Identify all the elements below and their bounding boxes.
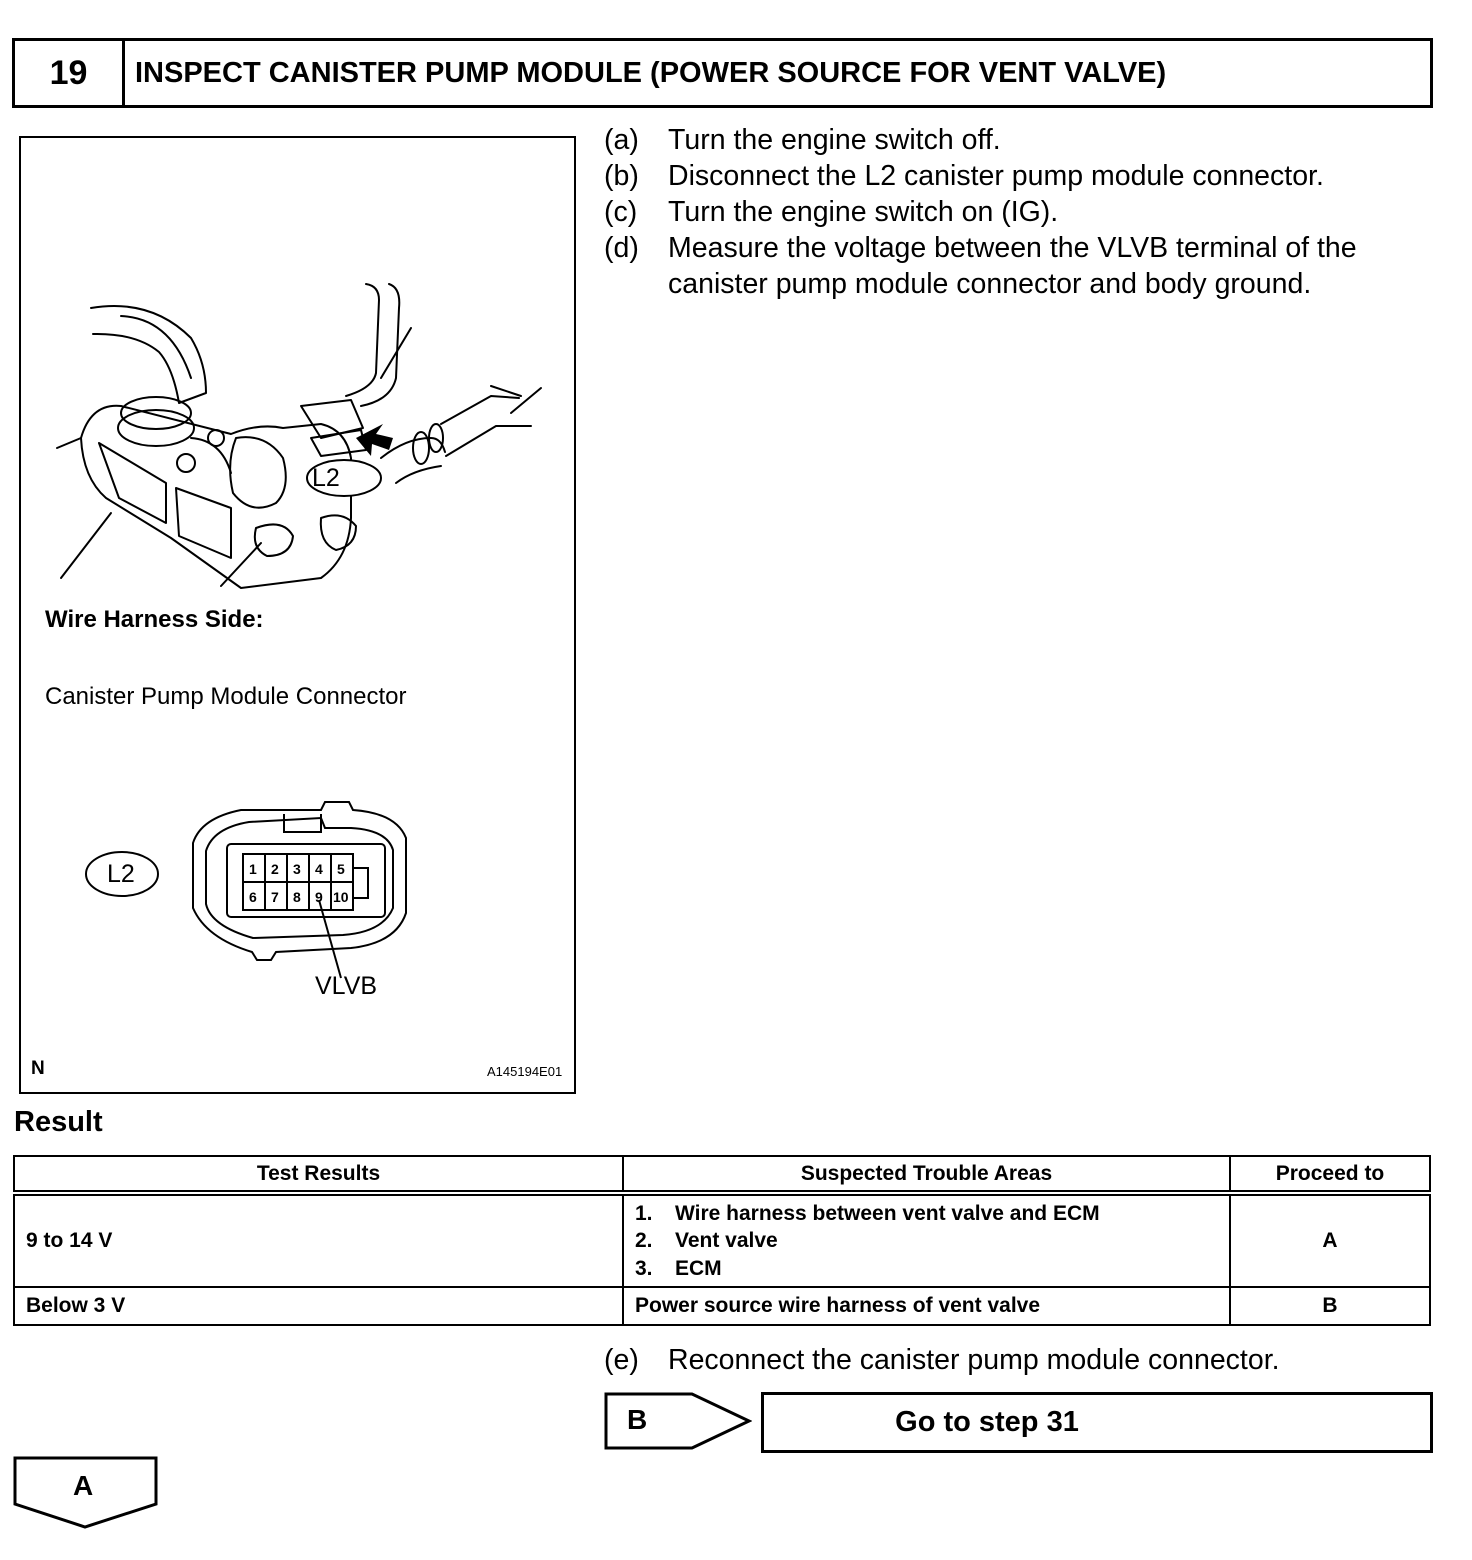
step-text: Disconnect the L2 canister pump module connector. <box>668 160 1324 192</box>
branch-a-button[interactable] <box>13 1456 159 1535</box>
column-header: Test Results <box>14 1156 623 1193</box>
step-title: INSPECT CANISTER PUMP MODULE (POWER SOURCE FOR VENT VALVE) <box>135 56 1167 89</box>
terminal-leader-line <box>319 900 341 978</box>
procedure-step-e <box>604 1342 1434 1378</box>
step-text: Turn the engine switch off. <box>668 124 1001 156</box>
column-header: Suspected Trouble Areas <box>623 1156 1230 1193</box>
step-label: (b) <box>604 160 639 192</box>
terminal-label: VLVB <box>315 972 378 1000</box>
pin-number: 10 <box>333 889 349 905</box>
pin-number: 4 <box>315 861 323 877</box>
list-number: 3. <box>635 1256 653 1280</box>
step-number: 19 <box>15 41 125 105</box>
pin-number: 2 <box>271 861 279 877</box>
pin-number: 8 <box>293 889 301 905</box>
step-label: (c) <box>604 196 638 228</box>
branch-a-label: A <box>73 1470 94 1501</box>
pin-number: 3 <box>293 861 301 877</box>
connector-callout-bottom: L2 <box>107 860 135 888</box>
step-label: (d) <box>604 232 639 264</box>
result-heading: Result <box>14 1106 103 1138</box>
connector-callout-top: L2 <box>312 464 340 492</box>
trouble-areas-cell <box>623 1193 1230 1287</box>
test-result-cell: 9 to 14 V <box>14 1193 623 1287</box>
list-item <box>635 1200 1218 1228</box>
list-item <box>635 1227 1218 1255</box>
list-number: 2. <box>635 1229 653 1253</box>
proceed-cell: B <box>1230 1287 1430 1325</box>
procedure-step <box>604 158 1434 194</box>
procedure-steps <box>604 122 1434 302</box>
pin-number: 7 <box>271 889 279 905</box>
list-item <box>635 1255 1218 1283</box>
table-row <box>14 1287 1430 1325</box>
pin-number: 5 <box>337 861 345 877</box>
column-header: Proceed to <box>1230 1156 1430 1193</box>
table-header-row <box>14 1156 1430 1193</box>
list-number: 1. <box>635 1201 653 1225</box>
proceed-cell: A <box>1230 1193 1430 1287</box>
connector-name: Canister Pump Module Connector <box>45 683 407 710</box>
trouble-areas-cell: Power source wire harness of vent valve <box>623 1287 1230 1325</box>
figure-code: A145194E01 <box>487 1064 563 1079</box>
connector-face <box>193 802 406 960</box>
branch-b-label: B <box>627 1404 648 1435</box>
pin-number: 9 <box>315 889 323 905</box>
procedure-step <box>604 230 1434 302</box>
result-table <box>13 1155 1431 1326</box>
step-label: (a) <box>604 124 639 156</box>
table-row <box>14 1193 1430 1287</box>
pin-number: 1 <box>249 861 257 877</box>
branch-b-button[interactable] <box>604 1392 752 1455</box>
connector-illustration <box>19 136 576 1094</box>
trouble-list <box>635 1200 1218 1283</box>
procedure-step <box>604 194 1434 230</box>
step-header <box>12 38 1433 108</box>
step-label: (e) <box>604 1344 639 1376</box>
step-text: Reconnect the canister pump module connector. <box>668 1344 1280 1376</box>
list-text: ECM <box>675 1256 722 1280</box>
test-result-cell: Below 3 V <box>14 1287 623 1325</box>
corner-mark: N <box>31 1058 45 1079</box>
procedure-step <box>604 122 1434 158</box>
harness-side-label: Wire Harness Side: <box>45 606 264 633</box>
step-text: Measure the voltage between the VLVB terminal of the canister pump module connector and body ground. <box>668 232 1357 300</box>
list-text: Vent valve <box>675 1229 778 1253</box>
go-to-step-button[interactable] <box>761 1392 1433 1453</box>
step-text: Turn the engine switch on (IG). <box>668 196 1059 228</box>
go-to-step-label: Go to step 31 <box>895 1406 1079 1438</box>
pin-number: 6 <box>249 889 257 905</box>
list-text: Wire harness between vent valve and ECM <box>675 1201 1100 1225</box>
